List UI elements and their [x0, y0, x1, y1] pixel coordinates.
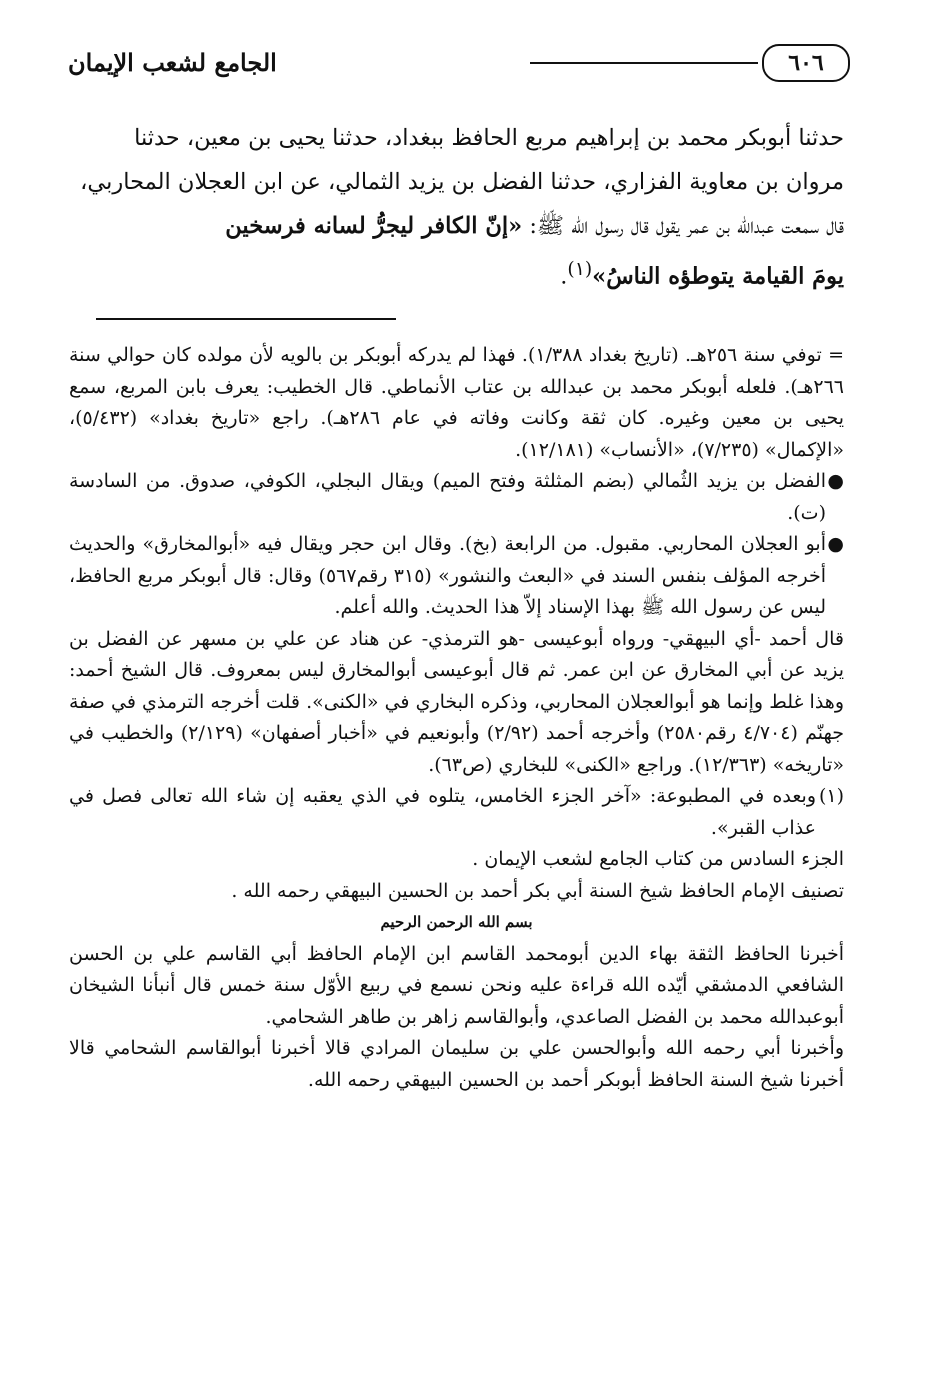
main-line-plain: قال سمعت عبدالله بن عمر يقول قال رسول الله ﷺ:: [522, 213, 844, 239]
note-bullet: [69, 529, 844, 624]
basmala: بسم الله الرحمن الرحيم: [380, 913, 533, 931]
main-line: [69, 248, 844, 299]
main-line: حدثنا أبوبكر محمد بن إبراهيم مربع الحافظ ببغداد، حدثنا يحيى بن معين، حدثنا: [134, 125, 844, 151]
hadith-text: يومَ القيامة يتوطؤه الناسُ»: [592, 263, 844, 290]
main-text: [69, 116, 844, 299]
notes: [69, 340, 844, 1096]
footnote-ref: (١): [567, 259, 593, 280]
footnote-text: وبعده في المطبوعة: «آخر الجزء الخامس، يتلوه في الذي يعقبه إن شاء الله تعالى فصل في عذاب القبر».: [69, 785, 816, 839]
isnad-paragraph: وأخبرنا أبي رحمه الله وأبوالحسن علي بن سليمان المرادي قالا أخبرنا أبوالقاسم الشحامي قالا أخبرنا شيخ السنة الحافظ أبوبكر أحمد بن الحسين البيهقي رحمه الله.: [69, 1037, 844, 1091]
author-line: تصنيف الإمام الحافظ شيخ السنة أبي بكر أحمد بن الحسين البيهقي رحمه الله .: [231, 879, 844, 902]
footnote-separator: [96, 318, 396, 320]
note-bullet-text: أبو العجلان المحاربي. مقبول. من الرابعة (بخ). وقال ابن حجر ويقال فيه «أبوالمخارق» والحديث أخرجه المؤلف بنفس السند في «البعث والنشور» (٣١٥ رقم٥٦٧) وقال: قال أبوبكر مربع الحافظ، ليس عن رسول الله ﷺ بهذا الإسناد إلاّ هذا الحديث. والله أعلم.: [69, 533, 826, 618]
bullet-icon: ●: [827, 470, 844, 492]
isnad-paragraph: أخبرنا الحافظ الثقة بهاء الدين أبومحمد القاسم ابن الإمام الحافظ أبي القاسم علي بن الحسن الشافعي الدمشقي أيّده الله قراءة عليه ونحن نسمع في ربيع الأوّل سنة خمس قال أنبأنا الشيخان أبوعبدالله محمد بن الفضل الصاعدي، وأبوالقاسم زاهر بن طاهر الشحامي.: [69, 942, 844, 1028]
bullet-icon: ●: [827, 533, 844, 555]
note-bullet-text: الفضل بن يزيد الثُمالي (بضم المثلثة وفتح الميم) ويقال البجلي، الكوفي، صدوق. من السادسة (ت).: [69, 470, 826, 524]
footnote-1: [69, 781, 844, 844]
main-line-end: .: [560, 263, 568, 290]
part-heading: الجزء السادس من كتاب الجامع لشعب الإيمان .: [472, 848, 844, 870]
header-rule: [530, 62, 758, 64]
page-header: [68, 40, 850, 90]
main-line: مروان بن معاوية الفزاري، حدثنا الفضل بن يزيد الثمالي، عن ابن العجلان المحاربي،: [80, 169, 844, 195]
footnote-marker: (١): [818, 785, 844, 807]
running-title: الجامع لشعب الإيمان: [68, 48, 277, 77]
note-continued: = توفي سنة ٢٥٦هـ. (تاريخ بغداد ١/٣٨٨). فهذا لم يدركه أبوبكر بن بالويه لأن مولده كان حوالي سنة ٢٦٦هـ). فلعله أبوبكر محمد بن عبدالله بن عتاب الأنماطي. قال الخطيب: يعرف بابن المربع، سمع يحيى بن معين وغيره. كان ثقة وكانت وفاته في عام ٢٨٦هـ). راجع «تاريخ بغداد» (٥/٤٣٢)، «الإكمال» (٧/٢٣٥)، «الأنساب» (١٢/١٨١).: [69, 344, 844, 461]
page-number: ٦٠٦: [762, 44, 850, 82]
note-bullet: [69, 466, 844, 529]
hadith-text: «إنّ الكافر ليجرُّ لسانه فرسخين: [225, 213, 523, 239]
main-line: [69, 204, 844, 248]
note-paragraph: قال أحمد -أي البيهقي- ورواه أبوعيسى -هو الترمذي- عن هناد عن علي بن مسهر عن الفضل بن يزيد عن أبي المخارق عن ابن عمر. ثم قال أبوعيسى أبوالمخارق ليس بمعروف. قال الشيخ أحمد: وهذا غلط وإنما هو أبوالعجلان المحاربي، وذكره البخاري في «الكنى». قلت أخرجه الترمذي في صفة جهنّم (٤/٧٠٤ رقم٢٥٨٠) وأخرجه أحمد (٢/٩٢) وأبونعيم في «أخبار أصفهان» (٢/١٢٩) والخطيب في «تاريخه» (١٢/٣٦٣). وراجع «الكنى» للبخاري (ص٦٣).: [69, 627, 844, 776]
